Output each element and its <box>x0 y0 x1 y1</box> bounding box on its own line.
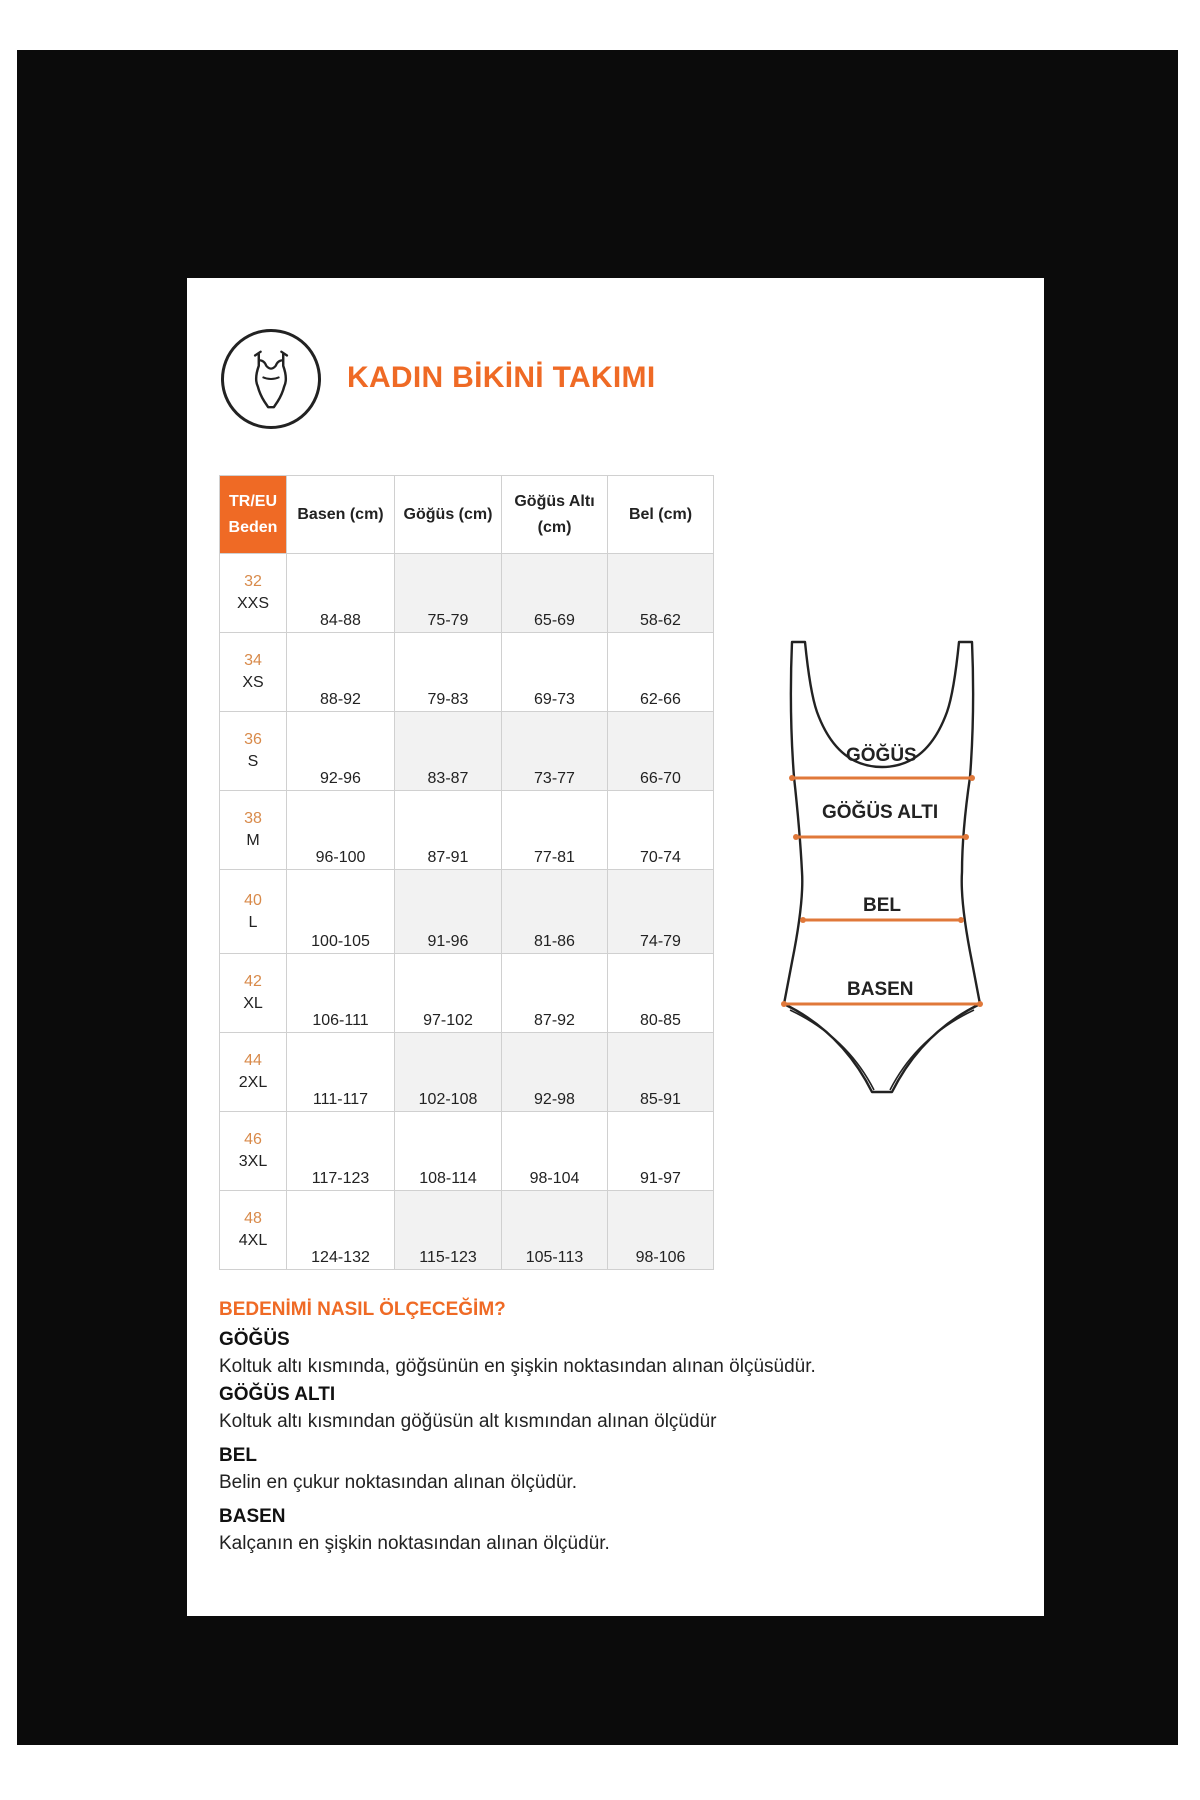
diagram-label-basen: BASEN <box>847 979 914 1000</box>
size-number: 44 <box>244 1052 262 1069</box>
basen-cell: 96-100 <box>287 791 395 870</box>
size-number: 40 <box>244 891 262 909</box>
size-label: 2XL <box>238 1074 268 1091</box>
gogus-alti-cell: 65-69 <box>502 554 608 633</box>
diagram-label-bel: BEL <box>863 895 901 916</box>
gogus-cell: 83-87 <box>395 712 502 791</box>
header-gogus: Göğüs (cm) <box>395 476 502 554</box>
gogus-alti-cell: 87-92 <box>502 954 608 1033</box>
bel-cell: 62-66 <box>608 633 714 712</box>
basen-cell: 88-92 <box>287 633 395 712</box>
guide-text-gogus-alti: Koltuk altı kısmından göğüsün alt kısmından alınan ölçüdür <box>219 1411 717 1432</box>
gogus-cell: 75-79 <box>395 554 502 633</box>
size-cell <box>220 554 287 633</box>
size-label: XS <box>242 674 264 691</box>
header-size-line1: TR/EU <box>229 492 277 510</box>
bel-cell: 85-91 <box>608 1033 714 1112</box>
gogus-alti-cell: 73-77 <box>502 712 608 791</box>
size-cell <box>220 870 287 954</box>
size-number: 38 <box>244 810 262 827</box>
swimsuit-outline <box>762 632 1002 1112</box>
gogus-cell: 108-114 <box>395 1112 502 1191</box>
bel-cell: 66-70 <box>608 712 714 791</box>
bel-cell: 74-79 <box>608 870 714 954</box>
size-cell <box>220 954 287 1033</box>
guide-heading-gogus-alti: GÖĞÜS ALTI <box>219 1384 336 1405</box>
size-label: S <box>247 753 259 770</box>
basen-cell: 100-105 <box>287 870 395 954</box>
size-chart-card <box>187 278 1044 1616</box>
header-size-line2: Beden <box>228 518 278 536</box>
guide-heading-bel: BEL <box>219 1445 257 1466</box>
basen-cell: 117-123 <box>287 1112 395 1191</box>
size-label: L <box>248 913 258 931</box>
basen-cell: 92-96 <box>287 712 395 791</box>
measurement-guide <box>219 1299 999 1559</box>
guide-text-basen: Kalçanın en şişkin noktasından alınan ölçüdür. <box>219 1533 610 1554</box>
diagram-label-gogus-alti: GÖĞÜS ALTI <box>822 802 939 823</box>
table-row <box>220 954 714 1033</box>
size-table <box>219 475 714 1270</box>
guide-text-gogus: Koltuk altı kısmında, göğsünün en şişkin noktasından alınan ölçüsüdür. <box>219 1356 816 1377</box>
size-number: 36 <box>244 731 262 748</box>
basen-cell: 84-88 <box>287 554 395 633</box>
table-row <box>220 1033 714 1112</box>
table-row <box>220 712 714 791</box>
basen-cell: 124-132 <box>287 1191 395 1270</box>
size-cell <box>220 712 287 791</box>
swimsuit-diagram <box>762 632 1002 1112</box>
table-row <box>220 633 714 712</box>
size-number: 46 <box>244 1131 262 1148</box>
size-cell <box>220 1191 287 1270</box>
gogus-cell: 102-108 <box>395 1033 502 1112</box>
bel-cell: 98-106 <box>608 1191 714 1270</box>
gogus-alti-cell: 92-98 <box>502 1033 608 1112</box>
swimsuit-icon <box>221 329 321 429</box>
size-number: 34 <box>244 652 262 669</box>
gogus-alti-cell: 77-81 <box>502 791 608 870</box>
table-row <box>220 1112 714 1191</box>
gogus-cell: 115-123 <box>395 1191 502 1270</box>
page-title: KADIN BİKİNİ TAKIMI <box>347 361 656 394</box>
guide-heading-basen: BASEN <box>219 1506 286 1527</box>
header-bel: Bel (cm) <box>608 476 714 554</box>
guide-title: BEDENİMİ NASIL ÖLÇECEĞİM? <box>219 1299 506 1320</box>
header-size <box>220 476 287 554</box>
gogus-cell: 91-96 <box>395 870 502 954</box>
bel-cell: 91-97 <box>608 1112 714 1191</box>
table-header-row <box>220 476 714 554</box>
size-cell <box>220 1033 287 1112</box>
diagram-label-gogus: GÖĞÜS <box>846 745 917 766</box>
table-row <box>220 870 714 954</box>
guide-text-bel: Belin en çukur noktasından alınan ölçüdür. <box>219 1472 578 1493</box>
black-frame <box>17 50 1178 1745</box>
header-gogus-alti-line2: (cm) <box>537 518 572 536</box>
gogus-cell: 87-91 <box>395 791 502 870</box>
size-number: 32 <box>244 573 262 590</box>
size-label: M <box>246 832 260 849</box>
basen-cell: 106-111 <box>287 954 395 1033</box>
size-cell <box>220 1112 287 1191</box>
table-row <box>220 554 714 633</box>
gogus-cell: 97-102 <box>395 954 502 1033</box>
size-label: 3XL <box>238 1153 268 1170</box>
size-label: XL <box>243 995 263 1012</box>
size-number: 48 <box>244 1210 262 1227</box>
gogus-alti-cell: 81-86 <box>502 870 608 954</box>
basen-cell: 111-117 <box>287 1033 395 1112</box>
bel-cell: 80-85 <box>608 954 714 1033</box>
guide-heading-gogus: GÖĞÜS <box>219 1329 290 1350</box>
bel-cell: 58-62 <box>608 554 714 633</box>
gogus-alti-cell: 98-104 <box>502 1112 608 1191</box>
size-number: 42 <box>244 973 262 990</box>
header-gogus-alti <box>502 476 608 554</box>
gogus-cell: 79-83 <box>395 633 502 712</box>
header-gogus-alti-line1: Göğüs Altı <box>514 492 595 510</box>
table-row <box>220 791 714 870</box>
size-cell <box>220 791 287 870</box>
gogus-alti-cell: 69-73 <box>502 633 608 712</box>
size-label: XXS <box>236 595 269 612</box>
size-label: 4XL <box>238 1232 268 1249</box>
gogus-alti-cell: 105-113 <box>502 1191 608 1270</box>
header-basen: Basen (cm) <box>287 476 395 554</box>
bel-cell: 70-74 <box>608 791 714 870</box>
size-cell <box>220 633 287 712</box>
table-row <box>220 1191 714 1270</box>
